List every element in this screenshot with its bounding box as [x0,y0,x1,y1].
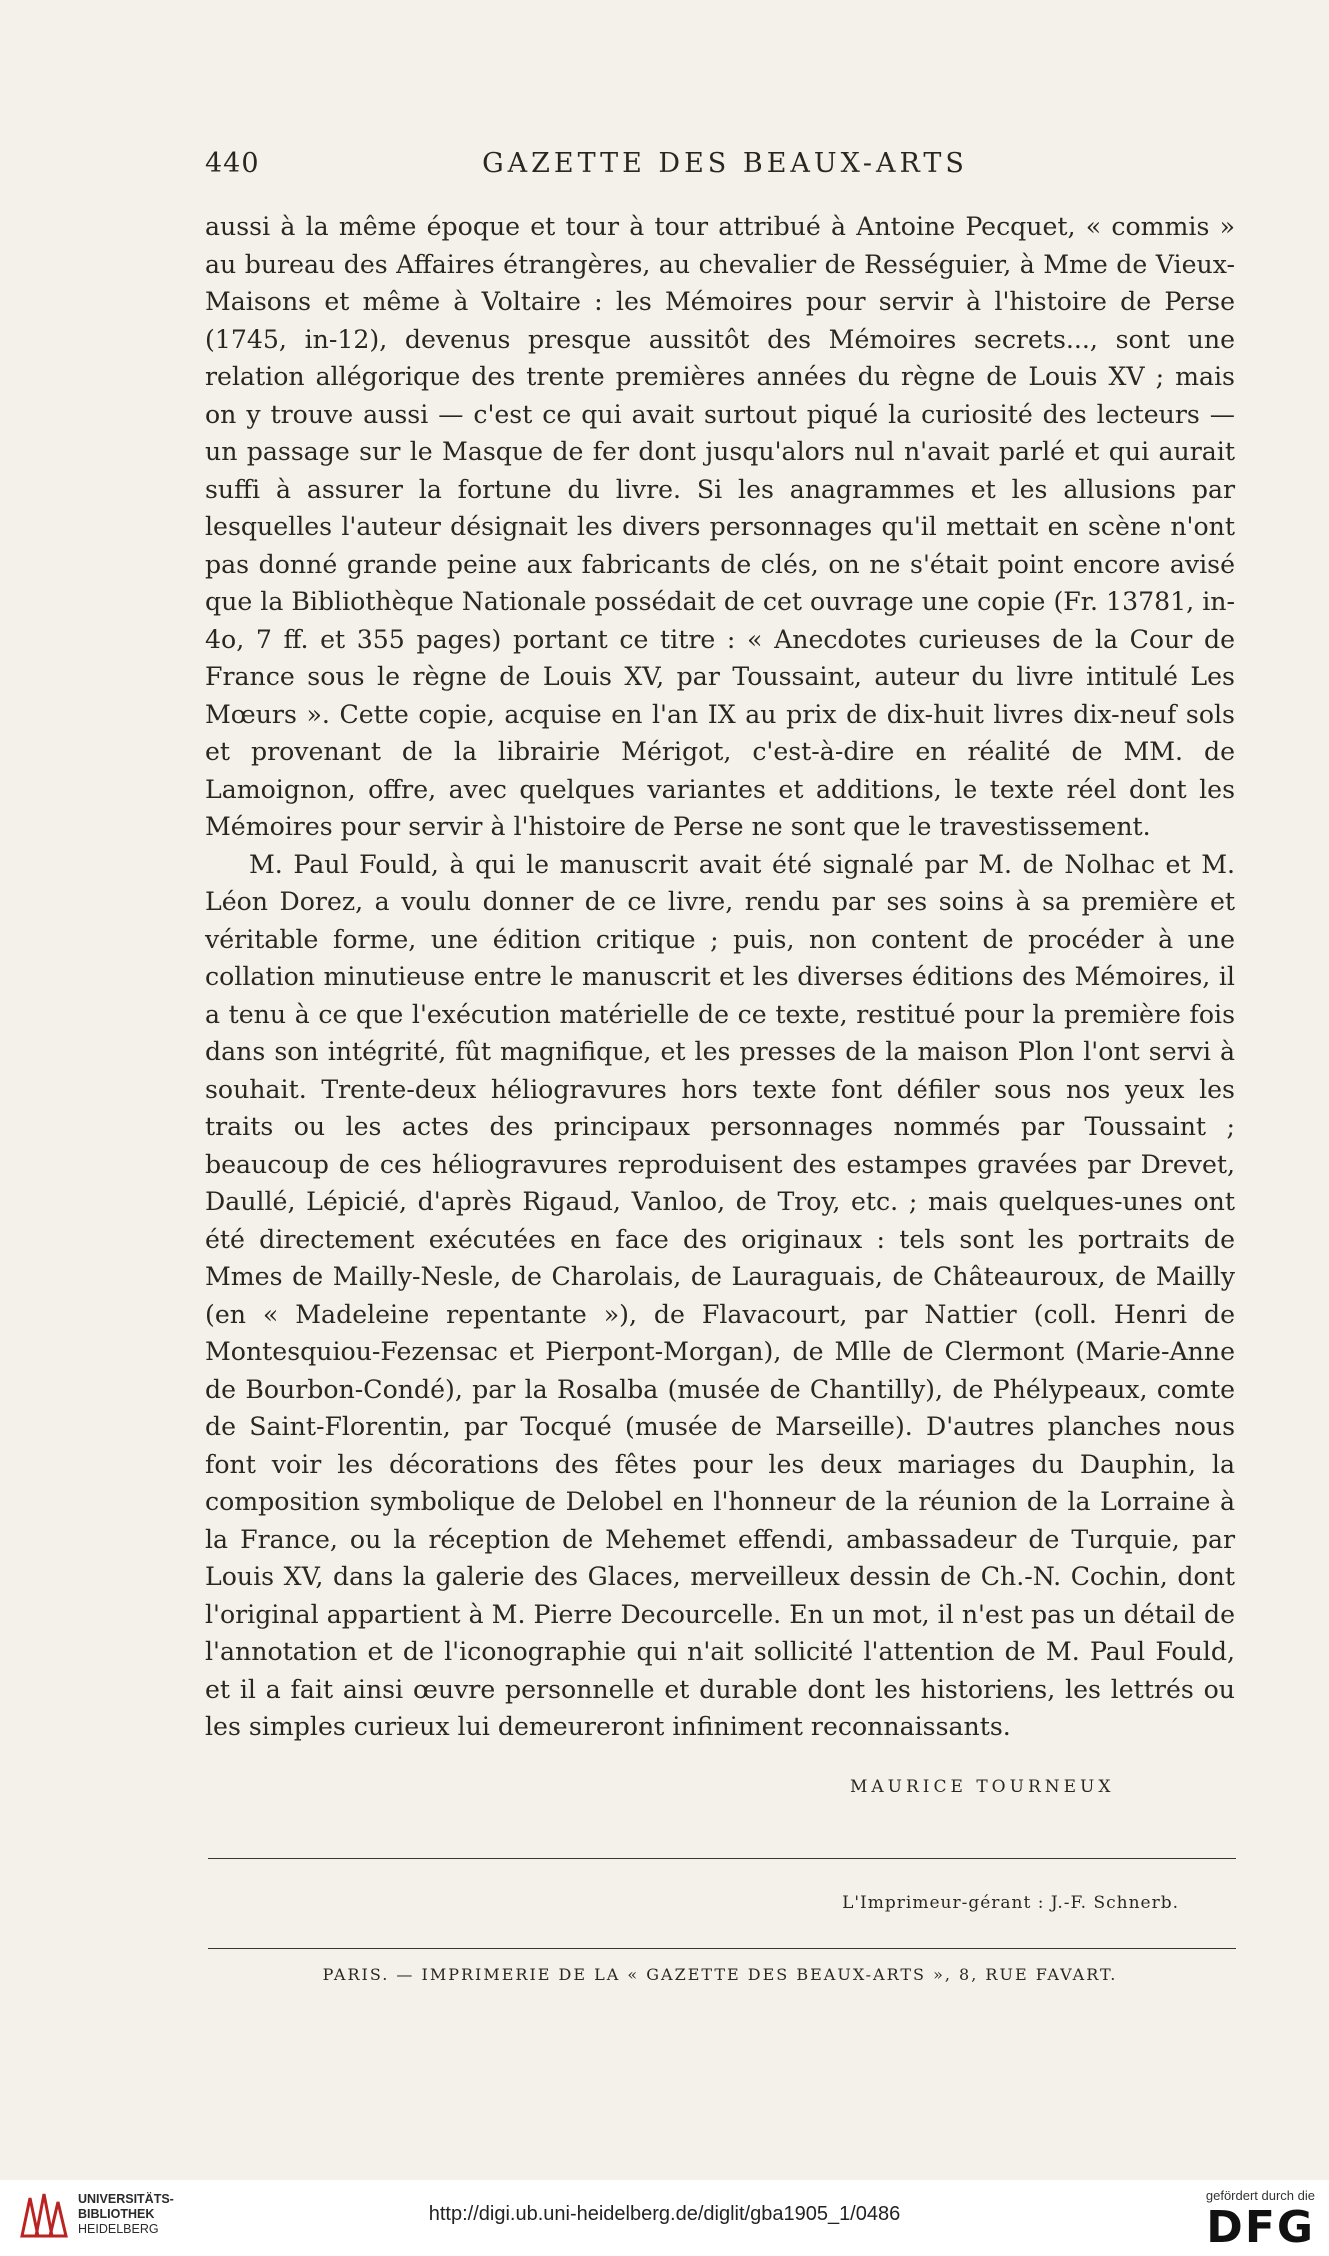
funding-label: gefördert durch die [1205,2188,1315,2203]
article-body [205,208,1235,1746]
journal-title: GAZETTE DES BEAUX-ARTS [482,148,968,179]
printer-credit: L'Imprimeur-gérant : J.-F. Schnerb. [842,1893,1179,1913]
paragraph-2: M. Paul Fould, à qui le manuscrit avait été signalé par M. de Nolhac et M. Léon Dorez, a voulu donner de ce livre, rendu par ses soins à sa première et véritable forme, une édition critique ; puis, non content de procéder à une collation minutieuse entre le manuscrit et les diverses éditions des Mémoires, il a tenu à ce que l'exécution matérielle de ce texte, restitué pour la première fois dans son intégrité, fût magnifique, et les presses de la maison Plon l'ont servi à souhait. Trente-deux héliogravures hors texte font défiler sous nos yeux les traits ou les actes des principaux personnages nommés par Toussaint ; beaucoup de ces héliogravures reproduisent des estampes gravées par Drevet, Daullé, Lépicié, d'après Rigaud, Vanloo, de Troy, etc. ; mais quelques-unes ont été directement exécutées en face des originaux : tels sont les portraits de Mmes de Mailly-Nesle, de Charolais, de Lauraguais, de Châteauroux, de Mailly (en « Madeleine repentante »), de Flavacourt, par Nattier (coll. Henri de Montesquiou-Fezensac et Pierpont-Morgan), de Mlle de Clermont (Marie-Anne de Bourbon-Condé), par la Rosalba (musée de Chantilly), de Phélypeaux, comte de Saint-Florentin, par Tocqué (musée de Marseille). D'autres planches nous font voir les décorations des fêtes pour les deux mariages du Dauphin, la composition symbolique de Delobel en l'honneur de la réunion de la Lorraine à la France, ou la réception de Mehemet effendi, ambassadeur de Turquie, par Louis XV, dans la galerie des Glaces, merveilleux dessin de Ch.-N. Cochin, dont l'original appartient à M. Pierre Decourcelle. En un mot, il n'est pas un détail de l'annotation et de l'iconographie qui n'ait sollicité l'attention de M. Paul Fould, et il a fait ainsi œuvre personnelle et durable dont les historiens, les lettrés ou les simples curieux lui demeureront infiniment reconnaissants. [205,849,1235,1741]
library-name: UNIVERSITÄTS- BIBLIOTHEK HEIDELBERG [78,2192,174,2236]
imprint-line: PARIS. — IMPRIMERIE DE LA « GAZETTE DES BEAUX-ARTS », 8, RUE FAVART. [322,1965,1118,1984]
running-header [205,148,1245,188]
digitization-footer [0,2180,1329,2256]
divider-rule [208,1858,1236,1859]
permalink-url[interactable]: http://digi.ub.uni-heidelberg.de/diglit/gba1905_1/0486 [428,2203,901,2225]
dfg-logo-icon: DFG [1206,2202,1315,2253]
page-number: 440 [205,148,260,179]
paragraph-1: aussi à la même époque et tour à tour attribué à Antoine Pecquet, « commis » au bureau des Affaires étrangères, au chevalier de Rességuier, à Mme de Vieux-Maisons et même à Voltaire : les Mémoires pour servir à l'histoire de Perse (1745, in-12), devenus presque aussitôt des Mémoires secrets..., sont une relation allégorique des trente premières années du règne de Louis XV ; mais on y trouve aussi — c'est ce qui avait surtout piqué la curiosité des lecteurs — un passage sur le Masque de fer dont jusqu'alors nul n'avait parlé et qui aurait suffi à assurer la fortune du livre. Si les anagrammes et les allusions par lesquelles l'auteur désignait les divers personnages qu'il mettait en scène n'ont pas donné grande peine aux fabricants de clés, on ne s'était point encore avisé que la Bibliothèque Nationale possédait de cet ouvrage une copie (Fr. 13781, in-4o, 7 ff. et 355 pages) portant ce titre : « Anecdotes curieuses de la Cour de France sous le règne de Louis XV, par Toussaint, auteur du livre intitulé Les Mœurs ». Cette copie, acquise en l'an IX au prix de dix-huit livres dix-neuf sols et provenant de la librairie Mérigot, c'est-à-dire en réalité de MM. de Lamoignon, offre, avec quelques variantes et additions, le texte réel dont les Mémoires pour servir à l'histoire de Perse ne sont que le travestissement. [205,212,1235,841]
divider-rule [208,1948,1236,1949]
author-signature: MAURICE TOURNEUX [850,1777,1115,1797]
